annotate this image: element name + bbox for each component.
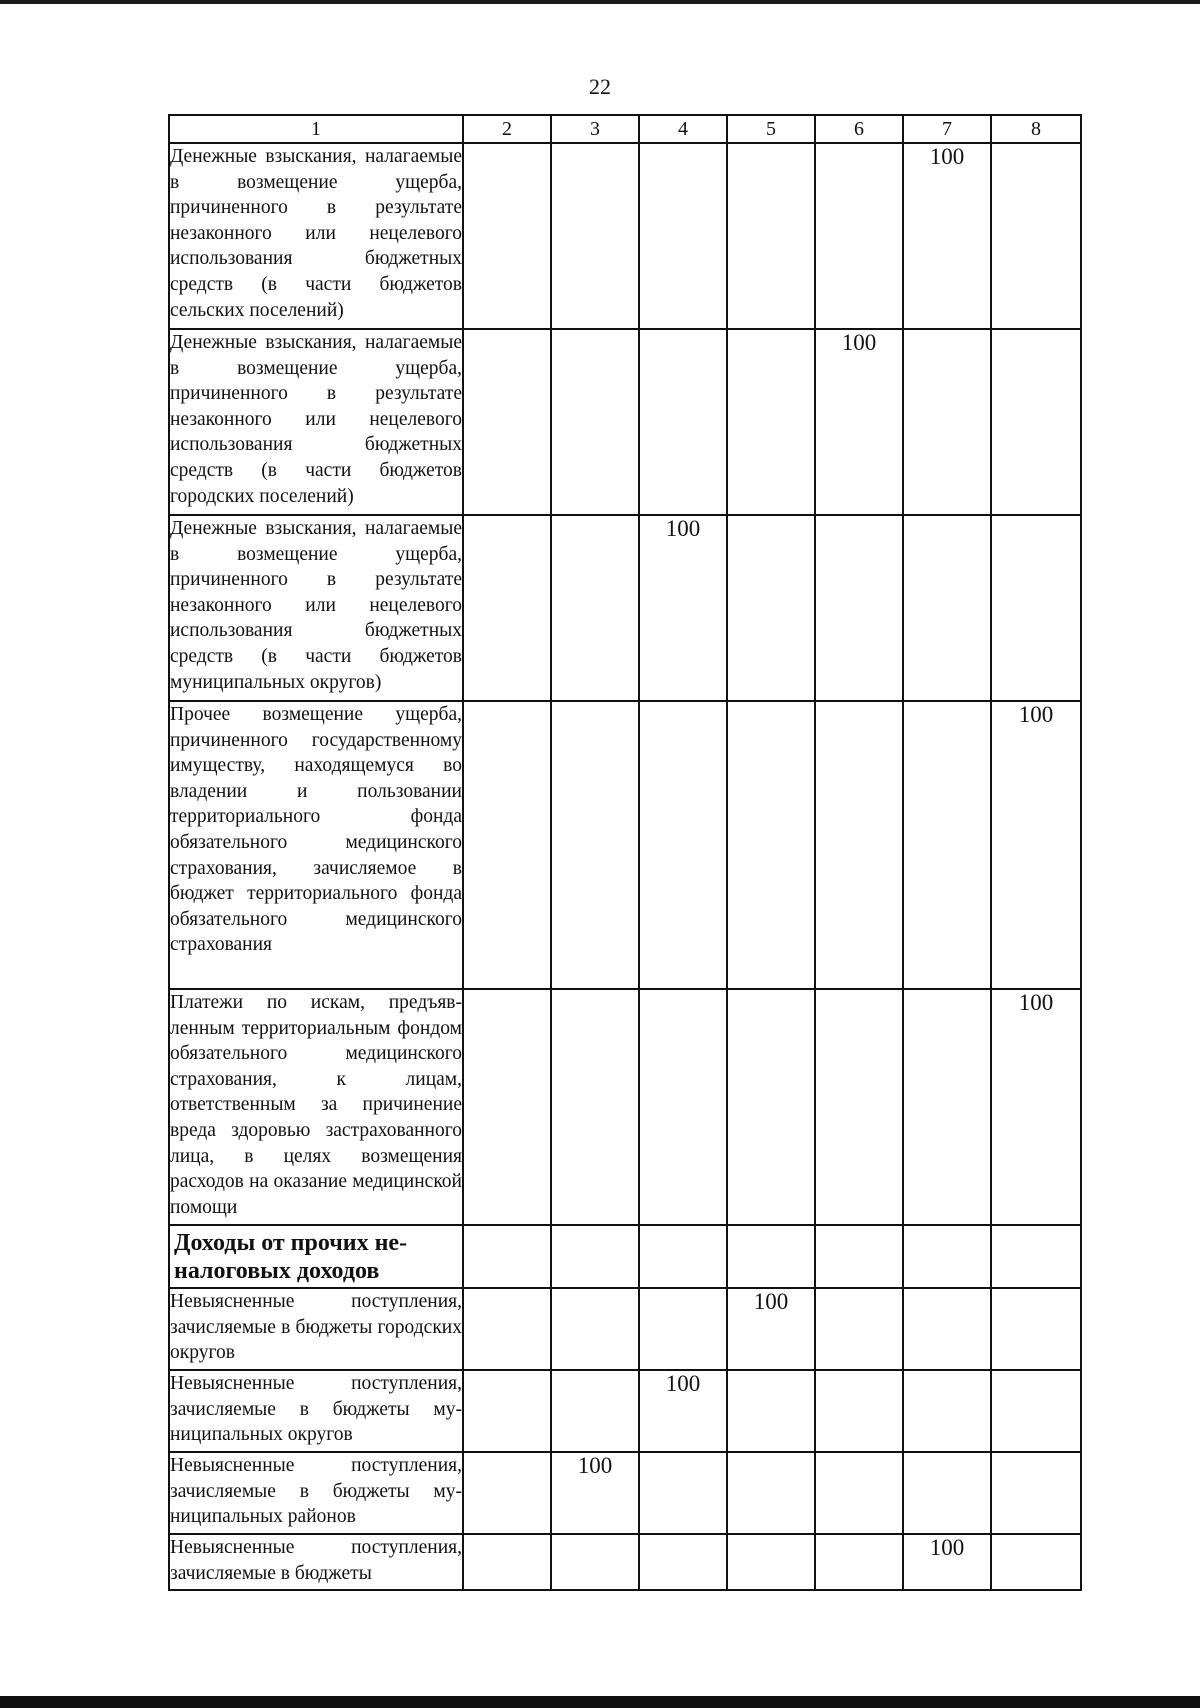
table-row xyxy=(169,1288,1081,1370)
value-cell xyxy=(727,515,815,701)
value-cell xyxy=(815,1225,903,1288)
value-cell xyxy=(727,1225,815,1288)
value-cell xyxy=(727,701,815,989)
value-cell xyxy=(903,1225,991,1288)
value-cell xyxy=(991,515,1081,701)
value-cell xyxy=(991,1534,1081,1590)
value-cell: 100 xyxy=(903,1534,991,1590)
value-cell xyxy=(551,701,639,989)
value-cell xyxy=(991,143,1081,329)
value-cell xyxy=(639,143,727,329)
value-cell xyxy=(815,701,903,989)
table-row xyxy=(169,1534,1081,1590)
value-cell xyxy=(815,1370,903,1452)
column-header: 6 xyxy=(815,115,903,143)
table-row xyxy=(169,989,1081,1225)
column-header: 8 xyxy=(991,115,1081,143)
value-cell xyxy=(551,515,639,701)
row-description-cell: Невыясненные поступления, зачисляемые в бюджеты муниципальных районов xyxy=(169,1452,463,1534)
value-cell xyxy=(815,1534,903,1590)
value-cell xyxy=(463,989,551,1225)
value-cell xyxy=(551,1225,639,1288)
value-cell xyxy=(463,329,551,515)
column-header: 7 xyxy=(903,115,991,143)
value-cell xyxy=(727,329,815,515)
value-cell xyxy=(551,989,639,1225)
value-cell xyxy=(815,1452,903,1534)
value-cell xyxy=(903,1370,991,1452)
value-cell xyxy=(639,701,727,989)
value-cell xyxy=(991,1288,1081,1370)
value-cell xyxy=(903,701,991,989)
value-cell xyxy=(991,329,1081,515)
value-cell xyxy=(551,1288,639,1370)
value-cell xyxy=(639,1452,727,1534)
value-cell xyxy=(463,1225,551,1288)
value-cell xyxy=(463,515,551,701)
value-cell: 100 xyxy=(727,1288,815,1370)
table-row xyxy=(169,143,1081,329)
value-cell xyxy=(815,1288,903,1370)
scan-edge-bottom xyxy=(0,1696,1200,1708)
value-cell: 100 xyxy=(991,701,1081,989)
value-cell: 100 xyxy=(991,989,1081,1225)
row-description-cell: Платежи по искам, предъявленным территориальным фондом обязательного медицинского страхования, к лицам, ответственным за причинение вреда здоровью застрахованного лица, в целях возмещения расходов на оказание медицинской помощи xyxy=(169,989,463,1225)
row-description-cell: Невыясненные поступления, зачисляемые в бюджеты муниципальных округов xyxy=(169,1370,463,1452)
value-cell xyxy=(727,143,815,329)
table-row xyxy=(169,1452,1081,1534)
value-cell: 100 xyxy=(551,1452,639,1534)
row-description-cell: Невыясненные поступления, зачисляемые в бюджеты городских округов xyxy=(169,1288,463,1370)
table-row xyxy=(169,701,1081,989)
column-header: 5 xyxy=(727,115,815,143)
value-cell xyxy=(903,1288,991,1370)
value-cell xyxy=(639,329,727,515)
table-row xyxy=(169,329,1081,515)
value-cell xyxy=(639,1225,727,1288)
scan-edge-top xyxy=(0,0,1200,4)
value-cell xyxy=(727,1534,815,1590)
value-cell xyxy=(463,1288,551,1370)
value-cell xyxy=(991,1225,1081,1288)
row-description-cell: Прочее возмещение ущерба, причиненного государственному имуществу, находящемуся во владении и пользовании территориального фонда обязательного медицинского страхования, зачисляемое в бюджет территориального фонда обязательного медицинского страхования xyxy=(169,701,463,989)
value-cell xyxy=(903,989,991,1225)
value-cell xyxy=(991,1452,1081,1534)
value-cell xyxy=(463,1370,551,1452)
section-heading-cell: Доходы от прочих неналоговых доходов xyxy=(169,1225,463,1288)
column-header: 1 xyxy=(169,115,463,143)
value-cell xyxy=(463,701,551,989)
row-description-cell: Денежные взыскания, налагаемые в возмещение ущерба, причиненного в результате незаконного или нецелевого использования бюджетных средств (в части бюджетов сельских поселений) xyxy=(169,143,463,329)
value-cell xyxy=(815,989,903,1225)
value-cell xyxy=(727,1452,815,1534)
value-cell xyxy=(815,515,903,701)
value-cell xyxy=(903,1452,991,1534)
column-header: 2 xyxy=(463,115,551,143)
value-cell: 100 xyxy=(639,1370,727,1452)
column-header-row xyxy=(169,115,1081,143)
row-description-cell: Невыясненные поступления, зачисляемые в бюджеты xyxy=(169,1534,463,1590)
table-row xyxy=(169,1225,1081,1288)
value-cell xyxy=(551,1534,639,1590)
value-cell: 100 xyxy=(815,329,903,515)
value-cell xyxy=(727,1370,815,1452)
value-cell xyxy=(551,329,639,515)
column-header: 4 xyxy=(639,115,727,143)
value-cell xyxy=(463,143,551,329)
budget-distribution-table xyxy=(168,114,1082,1591)
row-description-cell: Денежные взыскания, налагаемые в возмещение ущерба, причиненного в результате незаконного или нецелевого использования бюджетных средств (в части бюджетов муниципальных округов) xyxy=(169,515,463,701)
value-cell: 100 xyxy=(639,515,727,701)
value-cell xyxy=(903,329,991,515)
value-cell xyxy=(639,989,727,1225)
value-cell xyxy=(551,1370,639,1452)
value-cell xyxy=(639,1288,727,1370)
column-header: 3 xyxy=(551,115,639,143)
value-cell xyxy=(551,143,639,329)
value-cell xyxy=(727,989,815,1225)
value-cell xyxy=(903,515,991,701)
value-cell xyxy=(991,1370,1081,1452)
table-row xyxy=(169,1370,1081,1452)
value-cell xyxy=(815,143,903,329)
table-row xyxy=(169,515,1081,701)
page-number: 22 xyxy=(589,74,611,99)
value-cell xyxy=(463,1452,551,1534)
table-body xyxy=(169,143,1081,1590)
value-cell xyxy=(463,1534,551,1590)
value-cell: 100 xyxy=(903,143,991,329)
value-cell xyxy=(639,1534,727,1590)
row-description-cell: Денежные взыскания, налагаемые в возмещение ущерба, причиненного в результате незаконного или нецелевого использования бюджетных средств (в части бюджетов городских поселений) xyxy=(169,329,463,515)
